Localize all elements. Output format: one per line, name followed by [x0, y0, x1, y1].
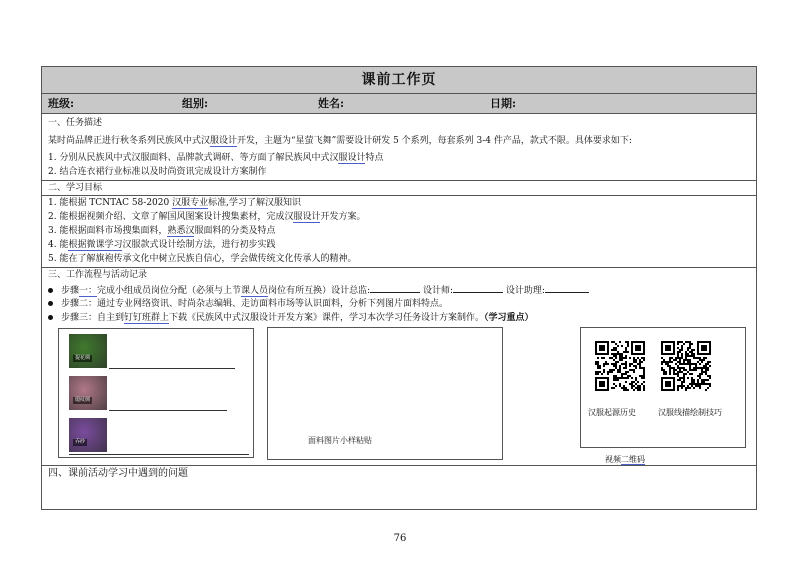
page-number: 76: [393, 533, 407, 544]
name-label: 姓名:: [318, 97, 345, 110]
answer-line[interactable]: [109, 368, 235, 369]
fabric-paste-box[interactable]: [267, 327, 503, 460]
assistant-blank[interactable]: [545, 284, 589, 293]
date-label: 日期:: [490, 97, 517, 110]
goal-1: 1. 能根据 TCNTAC 58-2020 汉服专业标准,学习了解汉服知识: [48, 198, 301, 208]
goal-4: 4. 能根据微课学习汉服款式设计绘制方法，进行初步实践: [48, 240, 276, 250]
goal-5: 5. 能在了解旗袍传承文化中树立民族自信心，学会做传统文化传承人的精神。: [48, 254, 357, 264]
bullet-icon: [48, 315, 53, 320]
qr-caption: 视频二维码: [605, 455, 645, 464]
goal-2: 2. 能根据视频介绍、文章了解国风图案设计搜集素材，完成汉服设计开发方案。: [48, 212, 366, 222]
fabric-tag-2: 缎纹绸: [75, 397, 91, 403]
class-label: 班级:: [48, 97, 75, 110]
section1-heading: 一、任务描述: [48, 118, 103, 128]
divider: [42, 267, 756, 268]
answer-line[interactable]: [109, 410, 227, 411]
section1-intro: 某时尚品牌正进行秋冬系列民族风中式汉服设计开发，主题为“星萤飞舞”需要设计研发 5 个系列，每套系列 3-4 件产品，款式不限。具体要求如下:: [48, 136, 632, 146]
designer-blank[interactable]: [453, 284, 503, 293]
fabric-tag-3: 乔纱: [75, 439, 86, 445]
director-blank[interactable]: [370, 284, 420, 293]
group-label: 组别:: [182, 97, 209, 110]
step-1: 步骤一：完成小组成员岗位分配（必须与上节课人员岗位有所互换）设计总监: 设计师: 设计助理:: [48, 284, 589, 298]
bullet-icon: [48, 301, 53, 306]
divider: [42, 465, 756, 466]
step-2: 步骤二：通过专业网络资讯、时尚杂志编辑、走访面料市场等认识面料，分析下列图片面料特点。: [48, 298, 448, 311]
qr-code-box: [580, 327, 746, 448]
step-3: 步骤三：自主到钉钉班群上下载《民族风中式汉服设计开发方案》课件，学习本次学习任务设计方案制作。（学习重点）: [48, 312, 534, 325]
qr-label-2: 汉服线描绘制技巧: [658, 408, 722, 417]
section2-heading: 二、学习目标: [48, 183, 103, 193]
fabric-samples-box: [58, 328, 254, 458]
divider: [42, 195, 756, 196]
section4-heading: 四、课前活动学习中遇到的问题: [48, 468, 188, 479]
section1-item-1: 1. 分别从民族风中式汉服面料、品牌款式调研、等方面了解民族风中式汉服设计特点: [48, 153, 384, 163]
fabric-image-3: [69, 418, 107, 452]
answer-line[interactable]: [69, 454, 249, 455]
fabric-image-1: [69, 334, 107, 368]
page-title: 课前工作页: [42, 67, 756, 94]
paste-label: 面料图片小样粘贴: [308, 436, 372, 445]
qr-code-icon[interactable]: [595, 341, 645, 391]
worksheet-table: [41, 66, 757, 510]
fabric-tag-1: 提花绸: [75, 355, 91, 361]
divider: [42, 180, 756, 181]
section1-item-2: 2. 结合连衣裙行业标准以及时尚资讯完成设计方案制作: [48, 167, 267, 177]
goal-3: 3. 能根据面料市场搜集面料，熟悉汉服面料的分类及特点: [48, 226, 276, 236]
qr-code-icon[interactable]: [661, 341, 711, 391]
section3-heading: 三、工作流程与活动记录: [48, 270, 148, 280]
fabric-image-2: [69, 376, 107, 410]
qr-label-1: 汉服起源历史: [588, 408, 636, 417]
bullet-icon: [48, 288, 53, 293]
info-row: [42, 94, 756, 114]
